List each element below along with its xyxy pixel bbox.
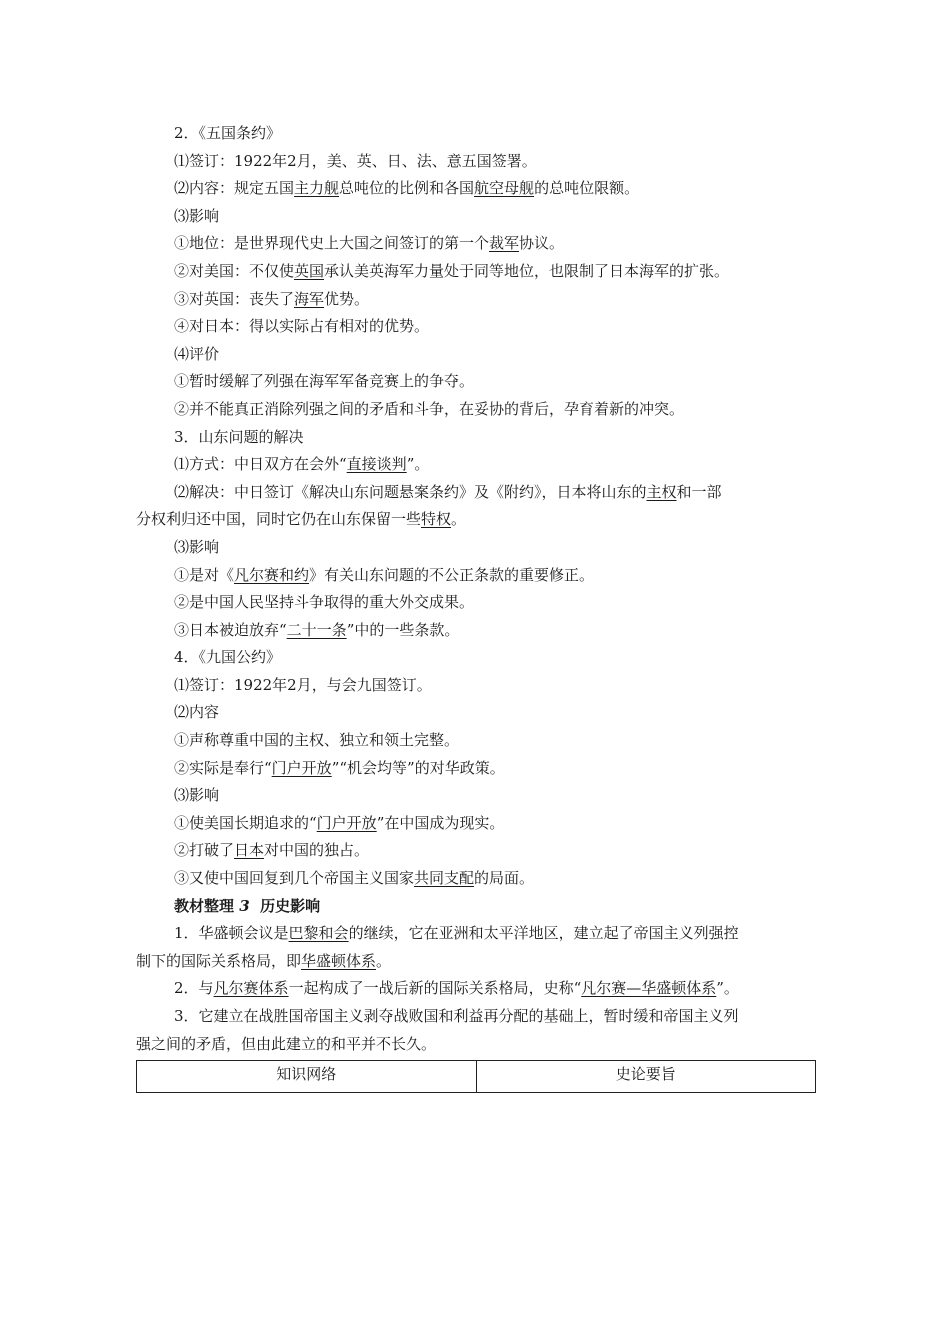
text-line: ②实际是奉行“门户开放”“机会均等”的对华政策。 xyxy=(174,758,505,777)
answer-blank: 华盛顿体系 xyxy=(301,951,377,970)
text-line: 3．它建立在战胜国帝国主义剥夺战败国和利益再分配的基础上，暂时缓和帝国主义列 xyxy=(174,1007,739,1025)
text-line: ⑴签订：1922年2月，美、英、日、法、意五国签署。 xyxy=(174,151,537,170)
text-line: ①是对《凡尔赛和约》有关山东问题的不公正条款的重要修正。 xyxy=(174,565,595,584)
answer-blank: 凡尔赛和约 xyxy=(234,565,310,584)
text-line: ②打破了日本对中国的独占。 xyxy=(174,841,370,860)
section-title-shandong: 3．山东问题的解决 xyxy=(174,427,304,446)
answer-blank: 特权 xyxy=(421,510,452,529)
answer-blank: 航空母舰 xyxy=(474,179,535,198)
text-line: ⑷评价 xyxy=(174,344,220,363)
answer-blank: 英国 xyxy=(294,261,325,280)
text-line: ③又使中国回复到几个帝国主义国家共同支配的局面。 xyxy=(174,869,535,888)
text-line: 强之间的矛盾，但由此建立的和平并不长久。 xyxy=(136,1034,437,1053)
text-line: ⑵内容：规定五国主力舰总吨位的比例和各国航空母舰的总吨位限额。 xyxy=(174,179,640,198)
text-line: ②对美国：不仅使英国承认美英海军力量处于同等地位，也限制了日本海军的扩张。 xyxy=(174,261,730,280)
text-line: ⑵内容 xyxy=(174,703,220,722)
text-line: ①地位：是世界现代史上大国之间签订的第一个裁军协议。 xyxy=(174,234,565,253)
text-line: ③对英国：丧失了海军优势。 xyxy=(174,289,370,308)
answer-blank: 门户开放 xyxy=(316,813,377,832)
answer-blank: 共同支配 xyxy=(414,869,475,888)
text-line: ②是中国人民坚持斗争取得的重大外交成果。 xyxy=(174,593,475,612)
answer-blank: 二十一条 xyxy=(286,620,347,639)
text-line: ②并不能真正消除列强之间的矛盾和斗争，在妥协的背后，孕育着新的冲突。 xyxy=(174,399,685,418)
text-line: 制下的国际关系格局，即华盛顿体系。 xyxy=(136,951,392,970)
answer-blank: 凡尔赛体系 xyxy=(213,979,289,998)
answer-blank: 海军 xyxy=(294,289,325,308)
text-line: 2．与凡尔赛体系一起构成了一战后新的国际关系格局，史称“凡尔赛—华盛顿体系”。 xyxy=(174,979,739,998)
text-line: ①声称尊重中国的主权、独立和领土完整。 xyxy=(174,731,460,750)
answer-blank: 主权 xyxy=(646,482,677,501)
text-line: ⑴方式：中日双方在会外“直接谈判”。 xyxy=(174,455,430,474)
answer-blank: 门户开放 xyxy=(271,758,332,777)
text-line: ③日本被迫放弃“二十一条”中的一些条款。 xyxy=(174,620,460,639)
table-header-historical-points: 史论要旨 xyxy=(476,1061,816,1093)
table-row xyxy=(137,1061,816,1093)
text-line: ④对日本：得以实际占有相对的优势。 xyxy=(174,317,430,336)
summary-table xyxy=(136,1060,816,1093)
text-line: ⑴签订：1922年2月，与会九国签订。 xyxy=(174,675,432,694)
text-line: ⑶影响 xyxy=(174,786,220,805)
answer-blank: 直接谈判 xyxy=(346,455,407,474)
answer-blank: 裁军 xyxy=(489,234,520,253)
answer-blank: 日本 xyxy=(234,841,265,860)
text-line: ⑶影响 xyxy=(174,206,220,225)
text-line: ①使美国长期追求的“门户开放”在中国成为现实。 xyxy=(174,813,505,832)
section-heading-historical-impact: 教材整理 3 历史影响 xyxy=(174,896,321,915)
text-line: 1．华盛顿会议是巴黎和会的继续，它在亚洲和太平洋地区，建立起了帝国主义列强控 xyxy=(174,924,739,943)
document-page xyxy=(136,120,816,1093)
text-line: ⑶影响 xyxy=(174,537,220,556)
section-title-nine-power-treaty: 4．《九国公约》 xyxy=(174,648,282,667)
text-line: 分权利归还中国，同时它仍在山东保留一些特权。 xyxy=(136,510,467,529)
answer-blank: 凡尔赛—华盛顿体系 xyxy=(581,979,717,998)
text-line: ①暂时缓解了列强在海军军备竞赛上的争夺。 xyxy=(174,372,475,391)
answer-blank: 巴黎和会 xyxy=(288,924,349,943)
text-line: ⑵解决：中日签订《解决山东问题悬案条约》及《附约》，日本将山东的主权和一部 xyxy=(174,482,722,501)
section-title-five-power-treaty: 2．《五国条约》 xyxy=(174,124,282,142)
table-header-knowledge-network: 知识网络 xyxy=(137,1061,477,1093)
answer-blank: 主力舰 xyxy=(294,179,340,198)
